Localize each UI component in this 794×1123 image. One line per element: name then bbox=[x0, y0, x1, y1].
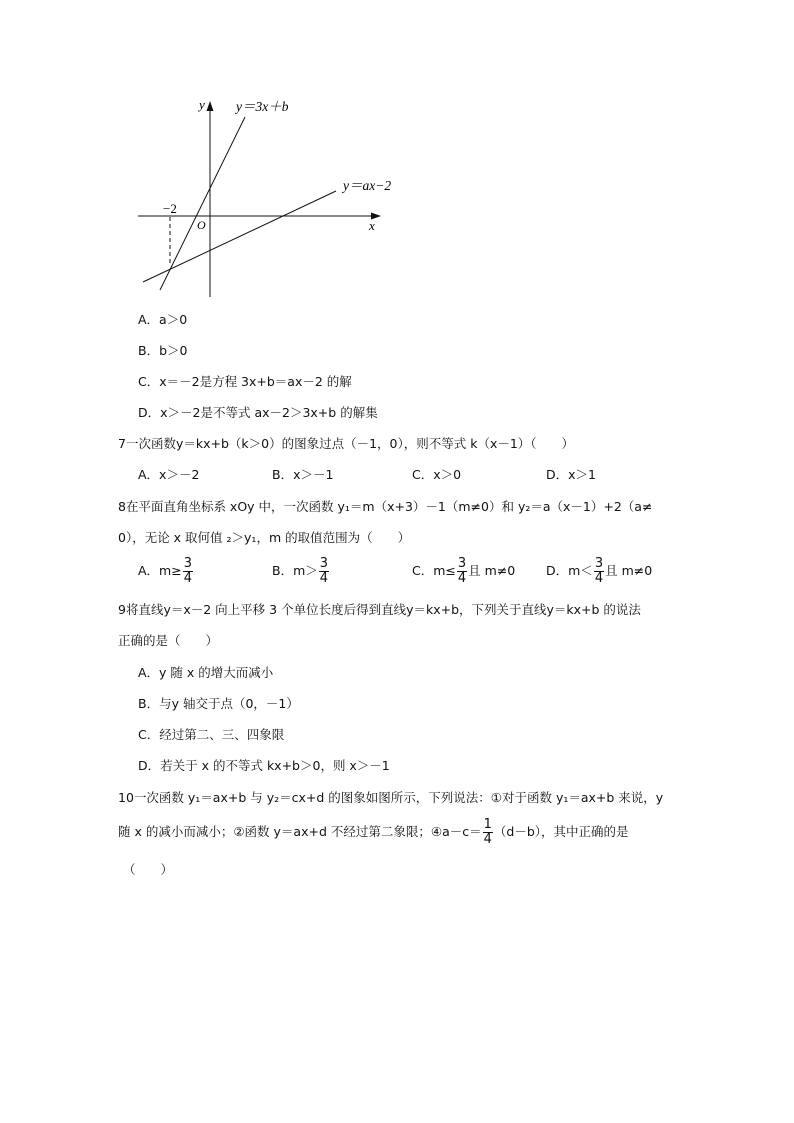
q8-option-c-prefix: C．m≤ bbox=[412, 562, 456, 578]
fraction-denominator: 4 bbox=[183, 570, 192, 586]
q8-option-d bbox=[546, 557, 652, 585]
fraction bbox=[457, 557, 467, 585]
q8-option-b-prefix: B．m＞ bbox=[272, 562, 318, 578]
q7-option-d: D．x＞1 bbox=[546, 467, 596, 482]
q7-option-a: A．x＞－2 bbox=[138, 467, 200, 482]
fraction-numerator: 3 bbox=[457, 556, 467, 571]
q8-stem-line2: 0），无论 x 取何值 ₂＞y₁，m 的取值范围为（ ） bbox=[118, 530, 411, 545]
q6-option-d: D．x＞－2是不等式 ax－2＞3x+b 的解集 bbox=[138, 405, 378, 420]
q8-stem-line1: 8在平面直角坐标系 xOy 中，一次函数 y₁＝m（x+3）－1（m≠0）和 y₂＝a（x－1）+2（a≠ bbox=[118, 499, 653, 514]
q9-stem-line1: 9将直线y＝x－2 向上平移 3 个单位长度后得到直线y＝kx+b，下列关于直线y＝kx+b 的说法 bbox=[118, 602, 641, 617]
fraction-numerator: 1 bbox=[483, 817, 492, 832]
q6-option-a: A．a＞0 bbox=[138, 312, 188, 327]
q10-stem-line2 bbox=[118, 818, 629, 846]
line1-label: y＝3x＋b bbox=[236, 99, 289, 114]
q9-option-a: A．y 随 x 的增大而减小 bbox=[138, 665, 274, 680]
q10-stem-line1: 10一次函数 y₁＝ax+b 与 y₂＝cx+d 的图象如图所示，下列说法：①对于函数 y₁＝ax+b 来说，y bbox=[118, 790, 664, 805]
fraction bbox=[319, 557, 329, 585]
fraction-numerator: 3 bbox=[183, 556, 192, 571]
function-graph bbox=[0, 0, 794, 310]
fraction-denominator: 4 bbox=[483, 831, 492, 847]
fraction-numerator: 3 bbox=[594, 556, 604, 571]
q10-line2-suffix: （d－b），其中正确的是 bbox=[493, 823, 629, 839]
tick-label-neg2: −2 bbox=[163, 201, 177, 216]
y-axis-label: y bbox=[199, 97, 205, 112]
q7-stem: 7一次函数y＝kx+b（k＞0）的图象过点（－1，0），则不等式 k（x－1）（ ） bbox=[118, 436, 575, 451]
q6-option-c: C．x＝－2是方程 3x+b＝ax－2 的解 bbox=[138, 374, 352, 389]
q7-option-b: B．x＞－1 bbox=[272, 467, 334, 482]
q8-option-a bbox=[138, 557, 194, 585]
q8-option-a-prefix: A．m≥ bbox=[138, 562, 182, 578]
q10-line2-prefix: 随 x 的减小而减小；②函数 y＝ax+d 不经过第二象限；④a－c＝ bbox=[118, 823, 482, 839]
fraction-denominator: 4 bbox=[457, 570, 467, 586]
q8-option-d-suffix: 且 m≠0 bbox=[605, 562, 653, 578]
fraction bbox=[183, 557, 193, 585]
q8-option-d-prefix: D．m＜ bbox=[546, 562, 593, 578]
q9-option-d: D．若关于 x 的不等式 kx+b＞0，则 x＞－1 bbox=[138, 758, 390, 773]
q9-stem-line2: 正确的是（ ） bbox=[118, 633, 219, 648]
q8-option-c-suffix: 且 m≠0 bbox=[468, 562, 516, 578]
q9-option-c: C．经过第二、三、四象限 bbox=[138, 727, 285, 742]
fraction bbox=[483, 818, 493, 846]
x-axis-label: x bbox=[369, 218, 375, 233]
fraction bbox=[594, 557, 604, 585]
q8-option-c bbox=[412, 557, 515, 585]
fraction-denominator: 4 bbox=[594, 570, 604, 586]
q6-option-b: B．b＞0 bbox=[138, 343, 188, 358]
q9-option-b: B．与y 轴交于点（0，－1） bbox=[138, 696, 299, 711]
y-axis-arrow bbox=[207, 101, 214, 111]
q7-option-c: C．x＞0 bbox=[412, 467, 462, 482]
line2-label: y＝ax−2 bbox=[343, 178, 392, 193]
q10-stem-line3: （ ） bbox=[123, 862, 174, 877]
origin-label: O bbox=[197, 218, 206, 232]
fraction-denominator: 4 bbox=[319, 570, 329, 586]
fraction-numerator: 3 bbox=[319, 556, 329, 571]
q8-option-b bbox=[272, 557, 330, 585]
